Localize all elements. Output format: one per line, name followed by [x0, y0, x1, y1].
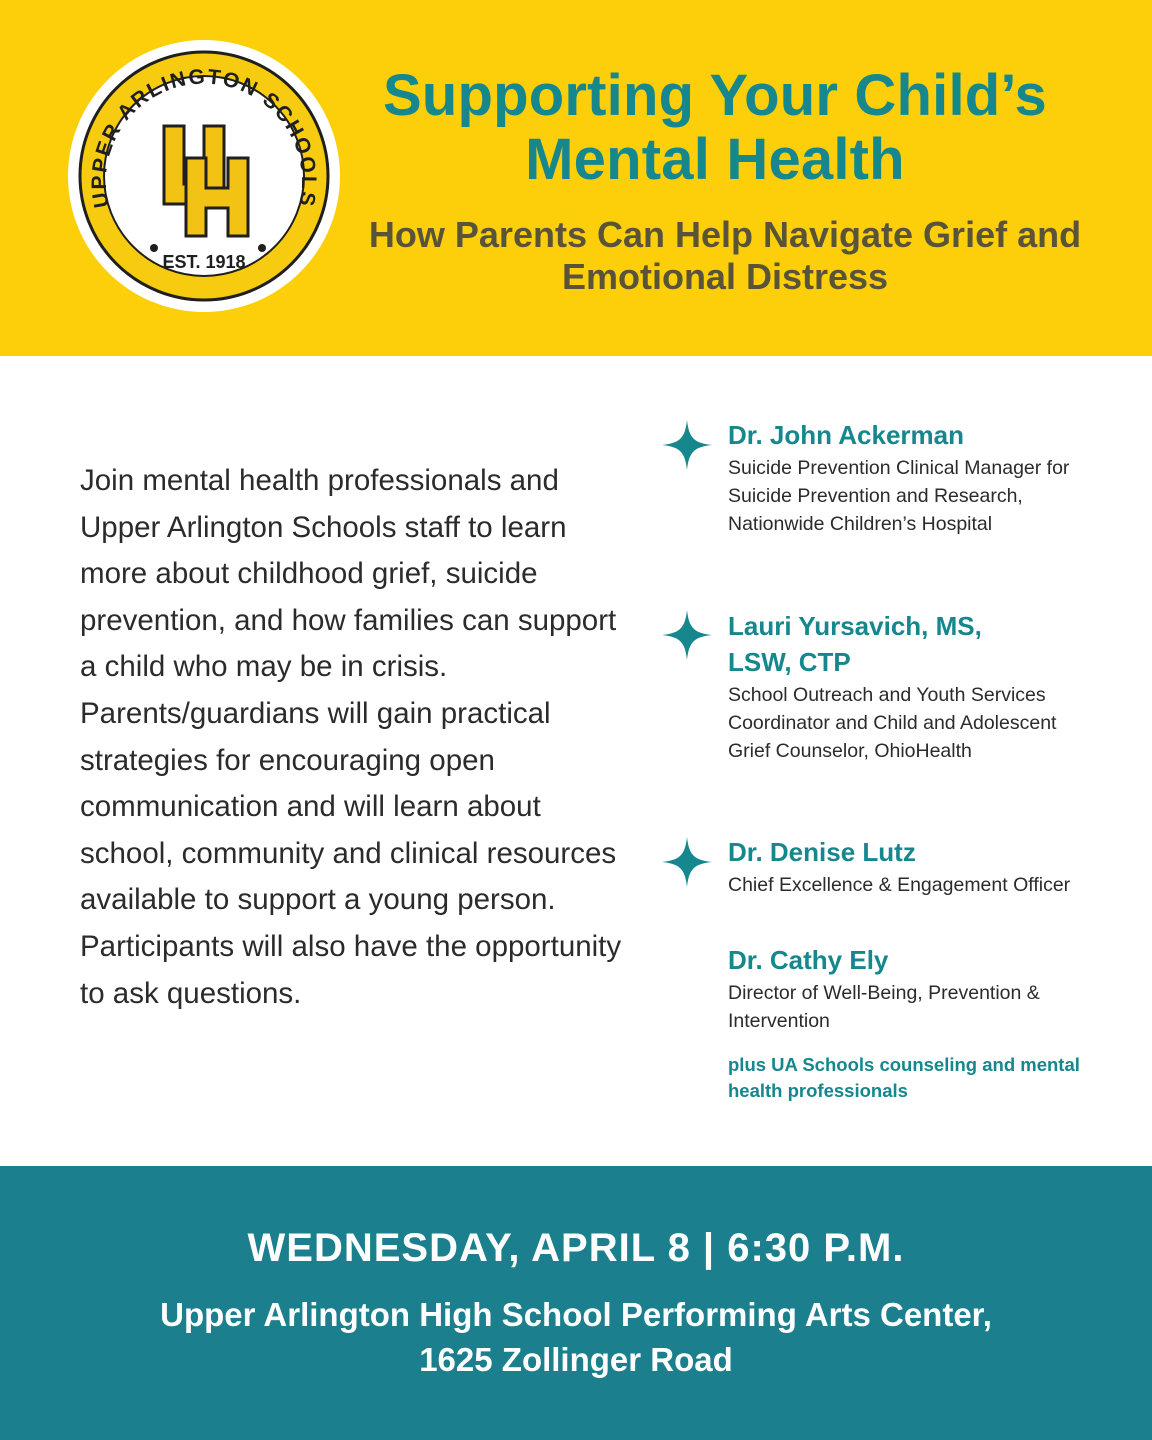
sparkle-icon: [662, 837, 712, 887]
speaker-name: Dr. John Ackerman: [728, 420, 965, 450]
speaker-name: Dr. Denise Lutz: [728, 837, 916, 867]
sparkle-icon: [662, 420, 712, 470]
page-title: Supporting Your Child’s Mental Health: [382, 63, 1048, 192]
event-venue: Upper Arlington High School Performing Arts Center,: [160, 1296, 992, 1333]
speaker-name-credentials: LSW, CTP: [728, 647, 851, 677]
speaker-name: Dr. Cathy Ely: [728, 945, 889, 975]
page-subtitle: How Parents Can Help Navigate Grief and Emotional Distress: [368, 214, 1082, 297]
event-footer: [0, 1166, 1152, 1440]
speaker-role: Suicide Prevention Clinical Manager for Suicide Prevention and Research, Nationwide Children’s Hospital: [728, 457, 1070, 536]
speakers-note: plus UA Schools counseling and mental health professionals: [728, 1054, 1080, 1101]
sparkle-icon: [662, 610, 712, 660]
header-banner: [0, 0, 1152, 356]
speaker-role: Chief Excellence & Engagement Officer: [728, 874, 1071, 896]
event-address: 1625 Zollinger Road: [419, 1341, 733, 1378]
intro-paragraph: Join mental health professionals and Upper Arlington Schools staff to learn more about childhood grief, suicide prevention, and how families can support a child who may be in crisis. Parents/guardians will gain practical strategies for encouraging open communication and will learn about school, community and clinical resources available to support a young person. Participants will also have the opportunity to ask questions.: [80, 464, 622, 1010]
event-date-time: WEDNESDAY, APRIL 8 | 6:30 P.M.: [247, 1226, 905, 1270]
speaker-role: School Outreach and Youth Services Coordinator and Child and Adolescent Grief Counselor, OhioHealth: [728, 684, 1057, 763]
logo-ring-text: UPPER ARLINGTON SCHOOLS: [87, 65, 321, 210]
logo-established: EST. 1918: [162, 252, 246, 272]
speaker-name: Lauri Yursavich, MS,: [728, 611, 982, 641]
event-location: [0, 1292, 1152, 1382]
school-logo: [66, 38, 342, 314]
speaker-role: Director of Well-Being, Prevention & Intervention: [728, 982, 1040, 1033]
